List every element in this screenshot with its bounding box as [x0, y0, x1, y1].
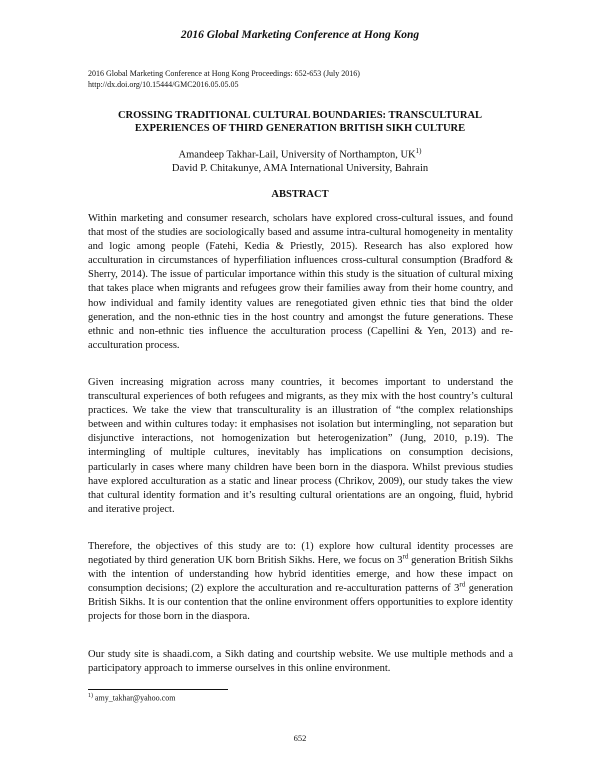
author-list	[0, 145, 600, 175]
author-1-footnote-mark: 1)	[415, 147, 422, 155]
author-2: David P. Chitakunye, AMA International University, Bahrain	[171, 162, 429, 174]
footnote	[88, 693, 175, 703]
footnote-mark: 1)	[88, 693, 93, 699]
paper-title	[70, 109, 530, 135]
ordinal-suffix: rd	[459, 580, 466, 589]
title-line-2: EXPERIENCES OF THIRD GENERATION BRITISH SIKH CULTURE	[134, 123, 466, 134]
author-1-affiliation: Amandeep Takhar-Lail, University of Northampton, UK	[178, 149, 416, 161]
ordinal-suffix: rd	[402, 552, 409, 561]
paragraph-3-text-a: Therefore, the objectives of this study are to: (1) explore how cultural identity processes are negotiated by third generation UK born British Sikhs. Here, we focus on 3	[88, 541, 513, 567]
footnote-email: amy_takhar@yahoo.com	[93, 693, 176, 703]
page-number: 652	[293, 733, 307, 743]
paragraph-3-text-c: generation British Sikhs. It is our contention that the online environment offers opportunities to explore identity projects for those born in the diaspora.	[88, 583, 514, 623]
abstract-heading: ABSTRACT	[271, 189, 329, 200]
conference-header: 2016 Global Marketing Conference at Hong Kong	[180, 29, 420, 41]
doi-link[interactable]: http://dx.doi.org/10.15444/GMC2016.05.05.05	[88, 79, 239, 89]
abstract-paragraph-2: Given increasing migration across many countries, it becomes important to understand the transcultural experiences of both refugees and migrants, as they mix with the host country’s cultural practices. We take the view that transculturality is an illustration of “the complex relationships between and within cultures today: it emphasises not isolation but intermingling, not separation but disjunctive interactions, not homogenization but heterogenization” (Jung, 2010, p.19). The intermingling of multiple cultures, inevitably has implications on consumption decisions, particularly in cases where many children have been born in the diaspora. Whilst previous studies have explored acculturation as a static and linear process (Chrikov, 2009), our study takes the view that cultural identity formation and it’s resulting cultural orientations are an ongoing, fluid, hybrid and iterative project.	[88, 377, 513, 515]
paragraph-3-text-b: generation British Sikhs with the intention of understanding how hybrid identities emerge, and how these impact on consumption decisions; (2) explore the acculturation and re-acculturation patterns of 3	[88, 555, 513, 595]
footnote-divider	[88, 689, 228, 690]
abstract-paragraph-3	[88, 540, 513, 625]
proceedings-info	[88, 69, 360, 90]
abstract-paragraph-4: Our study site is shaadi.com, a Sikh dating and courtship website. We use multiple methods and a participatory approach to immerse ourselves in this online environment.	[88, 649, 513, 675]
author-1	[0, 145, 600, 162]
proceedings-citation: 2016 Global Marketing Conference at Hong Kong Proceedings: 652-653 (July 2016)	[88, 69, 360, 78]
title-line-1: CROSSING TRADITIONAL CULTURAL BOUNDARIES: TRANSCULTURAL	[117, 110, 483, 121]
abstract-paragraph-1: Within marketing and consumer research, scholars have explored cross-cultural issues, and found that most of the studies are sociologically based and assume intra-cultural homogeneity in mentality and logic among people (Fatehi, Kedia & Priestly, 2015). Research has also explored how acculturation in circumstances of hyperfiliation influences cross-cultural consumption (Bradford & Sherry, 2014). The issue of particular importance within this study is the situation of cultural mixing that takes place when migrants and refugees grow their families away from their home country, and how individual and family identity values are renegotiated given ethnic ties that bind the older generation, and the non-ethnic ties in the host country and amongst the future generations. These ethnic and non-ethnic ties influence the acculturation process (Capellini & Yen, 2013) and re-acculturation process.	[88, 213, 513, 351]
